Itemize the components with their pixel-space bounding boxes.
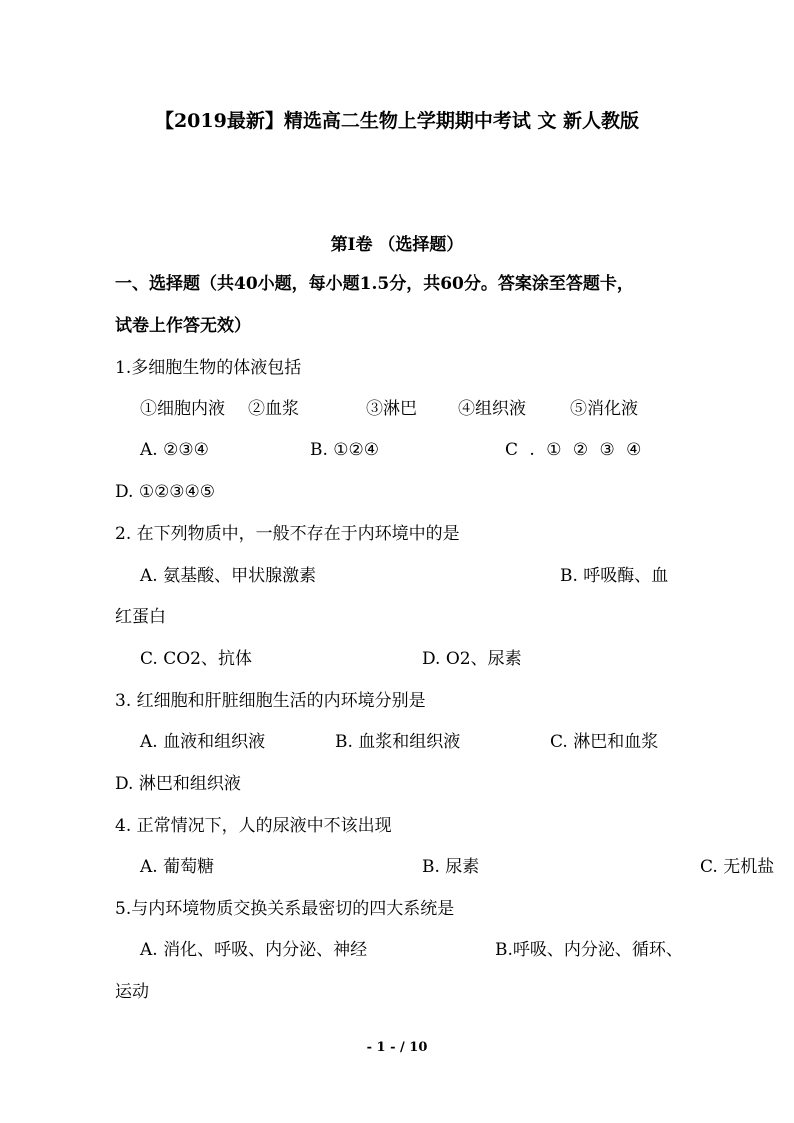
q4-option-c: C. 无机盐 [700,857,775,877]
q1-item: ⑤消化液 [570,399,638,419]
q3-option-b: B. 血浆和组织液 [335,732,461,752]
q1-option-b: B. ①②④ [310,440,380,460]
q1-option-a: A. ②③④ [140,440,209,460]
q5-option-b: B.呼吸、内分泌、循环、 [495,940,683,960]
question-1-options [0,438,794,462]
q2-option-c: C. CO2、抗体 [140,649,252,669]
question-2-options-row-2 [0,647,794,671]
q2-option-a: A. 氨基酸、甲状腺激素 [140,566,317,586]
q2-option-d: D. O2、尿素 [422,649,522,669]
q1-item: ④组织液 [458,399,526,419]
q2-option-b-continuation: 红蛋白 [115,607,166,627]
question-1-items [0,397,794,421]
q3-option-d: D. 淋巴和组织液 [115,774,241,794]
document-title: 【2019最新】精选高二生物上学期期中考试 文 新人教版 [154,110,640,132]
page-number: - 1 - / 10 [366,1040,428,1055]
q1-option-c: C . ① ② ③ ④ [505,440,642,460]
q1-option-d: D. ①②③④⑤ [115,482,216,502]
q3-option-c: C. 淋巴和血浆 [550,732,659,752]
q4-option-a: A. 葡萄糖 [140,857,215,877]
q2-option-b: B. 呼吸酶、血 [560,566,669,586]
instructions-line-1: 一、选择题（共40小题，每小题1.5分，共60分。答案涂至答题卡， [115,274,634,294]
q3-option-a: A. 血液和组织液 [140,732,266,752]
q5-option-a: A. 消化、呼吸、内分泌、神经 [140,940,368,960]
q4-option-b: B. 尿素 [422,857,480,877]
q1-item: ③淋巴 [366,399,417,419]
instructions-line-2: 试卷上作答无效） [115,316,251,336]
section-title: 第Ⅰ卷 （选择题） [330,235,464,255]
question-4-stem: 4. 正常情况下，人的尿液中不该出现 [115,816,392,836]
question-3-options [0,730,794,754]
q1-item: ①细胞内液 [140,399,225,419]
q5-option-b-continuation: 运动 [115,982,149,1002]
question-2-options-row-1 [0,564,794,588]
q1-item: ②血浆 [248,399,299,419]
question-4-options [0,855,794,879]
question-5-options [0,938,794,962]
question-1-stem: 1.多细胞生物的体液包括 [115,358,302,378]
question-3-stem: 3. 红细胞和肝脏细胞生活的内环境分别是 [115,691,426,711]
question-5-stem: 5.与内环境物质交换关系最密切的四大系统是 [115,899,455,919]
question-2-stem: 2. 在下列物质中，一般不存在于内环境中的是 [115,524,460,544]
